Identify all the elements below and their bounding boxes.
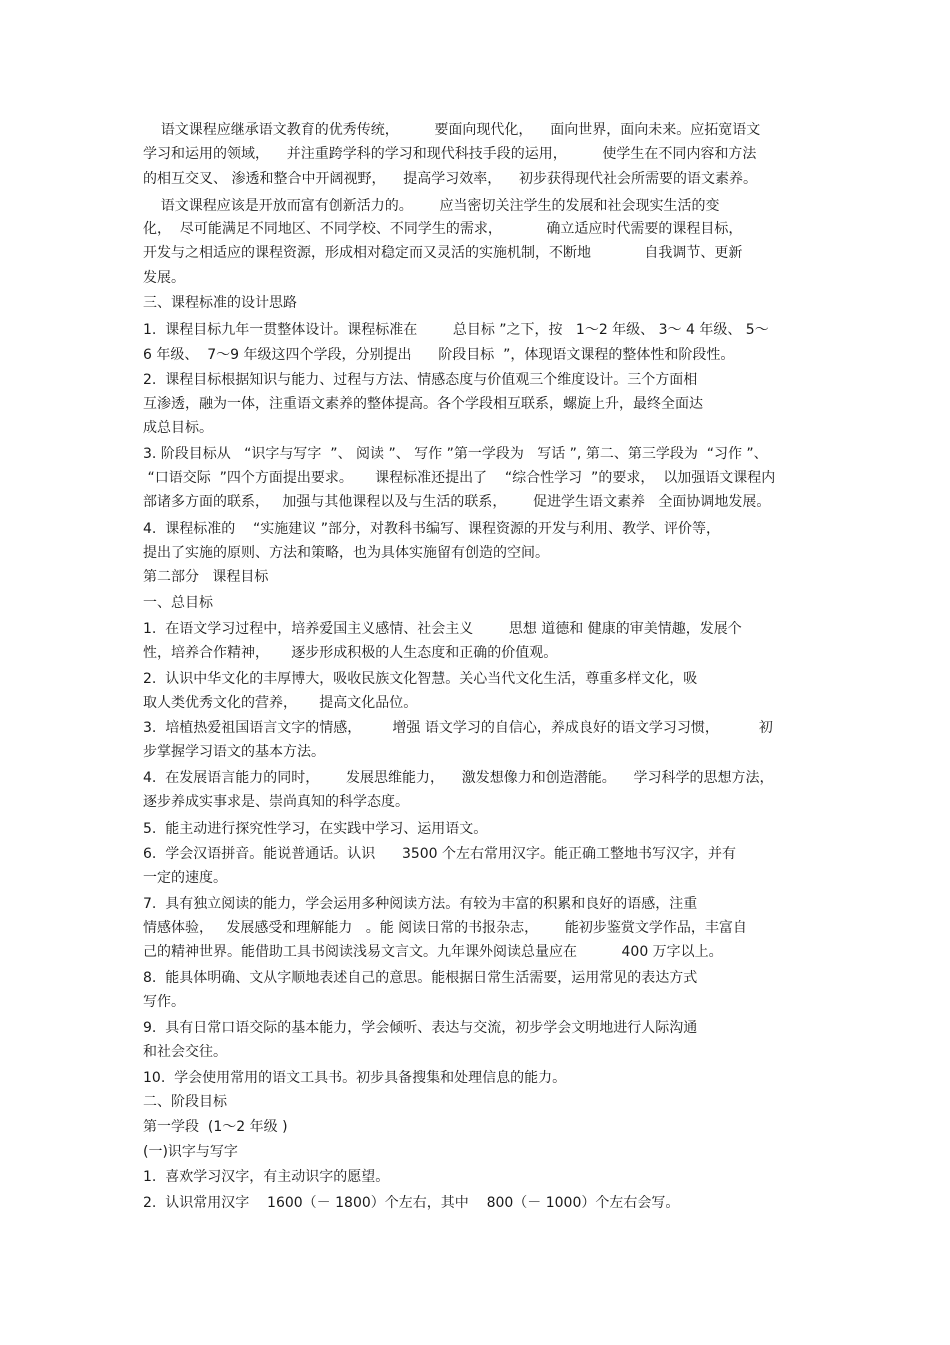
text-line: 性，培养合作精神， 逐步形成积极的人生态度和正确的价值观。 bbox=[143, 645, 558, 661]
text-line: 1. 喜欢学习汉字，有主动识字的愿望。 bbox=[143, 1169, 390, 1185]
text-line: 5. 能主动进行探究性学习，在实践中学习、运用语文。 bbox=[143, 821, 488, 837]
text-line: 部诸多方面的联系， 加强与其他课程以及与生活的联系， 促进学生语文素养 全面协调地发展。 bbox=[143, 494, 771, 510]
section-heading: 二、阶段目标 bbox=[143, 1094, 227, 1110]
text-line: 7. 具有独立阅读的能力，学会运用多种阅读方法。有较为丰富的积累和良好的语感，注重 bbox=[143, 896, 698, 912]
text-line: 互渗透，融为一体，注重语文素养的整体提高。各个学段相互联系，螺旋上升，最终全面达 bbox=[143, 396, 703, 412]
text-line: 4. 课程标准的 “实施建议 ”部分，对教科书编写、课程资源的开发与利用、教学、评价等， bbox=[143, 521, 721, 537]
text-line: 2. 课程目标根据知识与能力、过程与方法、情感态度与价值观三个维度设计。三个方面相 bbox=[143, 372, 698, 388]
text-line: 化， 尽可能满足不同地区、不同学校、不同学生的需求， 确立适应时代需要的课程目标， bbox=[143, 221, 743, 237]
text-line: 2. 认识常用汉字 1600（－ 1800）个左右，其中 800（－ 1000）个左右会写。 bbox=[143, 1195, 680, 1211]
text-line: 2. 认识中华文化的丰厚博大，吸收民族文化智慧。关心当代文化生活，尊重多样文化，吸 bbox=[143, 671, 698, 687]
text-line: 步掌握学习语文的基本方法。 bbox=[143, 744, 325, 760]
text-line: 9. 具有日常口语交际的基本能力，学会倾听、表达与交流，初步学会文明地进行人际沟通 bbox=[143, 1020, 698, 1036]
section-heading: 三、课程标准的设计思路 bbox=[143, 295, 297, 311]
section-heading: (一)识字与写字 bbox=[143, 1144, 238, 1160]
text-line: 一定的速度。 bbox=[143, 870, 227, 886]
text-line: 己的精神世界。能借助工具书阅读浅易文言文。九年课外阅读总量应在 400 万字以上。 bbox=[143, 944, 723, 960]
text-line: 3. 阶段目标从 “识字与写字 ”、 阅读 ”、 写作 ”第一学段为 写话 ”, 第二、第三学段为 “习作 ”、 bbox=[143, 446, 768, 462]
text-line: 6 年级、 7～9 年级这四个学段，分别提出 阶段目标 ”，体现语文课程的整体性和阶段性。 bbox=[143, 347, 735, 363]
text-line: 成总目标。 bbox=[143, 420, 213, 436]
section-heading: 第二部分 课程目标 bbox=[143, 569, 269, 585]
section-heading: 一、总目标 bbox=[143, 595, 213, 611]
text-line: 学习和运用的领域， 并注重跨学科的学习和现代科技手段的运用， 使学生在不同内容和方法 bbox=[143, 146, 757, 162]
text-line: 3. 培植热爱祖国语言文字的情感， 增强 语文学习的自信心，养成良好的语文学习习惯， 初 bbox=[143, 720, 773, 736]
text-line: 逐步养成实事求是、崇尚真知的科学态度。 bbox=[143, 794, 409, 810]
text-line: 10. 学会使用常用的语文工具书。初步具备搜集和处理信息的能力。 bbox=[143, 1070, 567, 1086]
text-line: 发展。 bbox=[143, 270, 185, 286]
text-line: 1. 在语文学习过程中，培养爱国主义感情、社会主义 思想 道德和 健康的审美情趣，发展个 bbox=[143, 621, 742, 637]
text-line: 写作。 bbox=[143, 994, 185, 1010]
text-line: “口语交际 ”四个方面提出要求。 课程标准还提出了 “综合性学习 ”的要求， 以加强语文课程内 bbox=[143, 470, 776, 486]
text-line: 语文课程应该是开放而富有创新活力的。 应当密切关注学生的发展和社会现实生活的变 bbox=[143, 198, 720, 214]
text-line: 8. 能具体明确、文从字顺地表述自己的意思。能根据日常生活需要，运用常见的表达方式 bbox=[143, 970, 698, 986]
section-heading: 第一学段 (1～2 年级 ) bbox=[143, 1119, 288, 1135]
text-line: 和社会交往。 bbox=[143, 1044, 227, 1060]
text-line: 1. 课程目标九年一贯整体设计。课程标准在 总目标 ”之下，按 1～2 年级、 3～ 4 年级、 5～ bbox=[143, 322, 769, 338]
text-line: 开发与之相适应的课程资源，形成相对稳定而又灵活的实施机制，不断地 自我调节、更新 bbox=[143, 245, 743, 261]
text-line: 取人类优秀文化的营养， 提高文化品位。 bbox=[143, 695, 418, 711]
text-line: 的相互交叉、 渗透和整合中开阔视野， 提高学习效率， 初步获得现代社会所需要的语文素养。 bbox=[143, 171, 758, 187]
text-line: 4. 在发展语言能力的同时， 发展思维能力， 激发想像力和创造潜能。 学习科学的思想方法， bbox=[143, 770, 774, 786]
text-line: 语文课程应继承语文教育的优秀传统， 要面向现代化， 面向世界，面向未来。应拓宽语文 bbox=[143, 122, 761, 138]
text-line: 情感体验， 发展感受和理解能力 。能 阅读日常的书报杂志， 能初步鉴赏文学作品，丰富自 bbox=[143, 920, 747, 936]
text-line: 提出了实施的原则、方法和策略，也为具体实施留有创造的空间。 bbox=[143, 545, 549, 561]
text-line: 6. 学会汉语拼音。能说普通话。认识 3500 个左右常用汉字。能正确工整地书写汉字，并有 bbox=[143, 846, 737, 862]
